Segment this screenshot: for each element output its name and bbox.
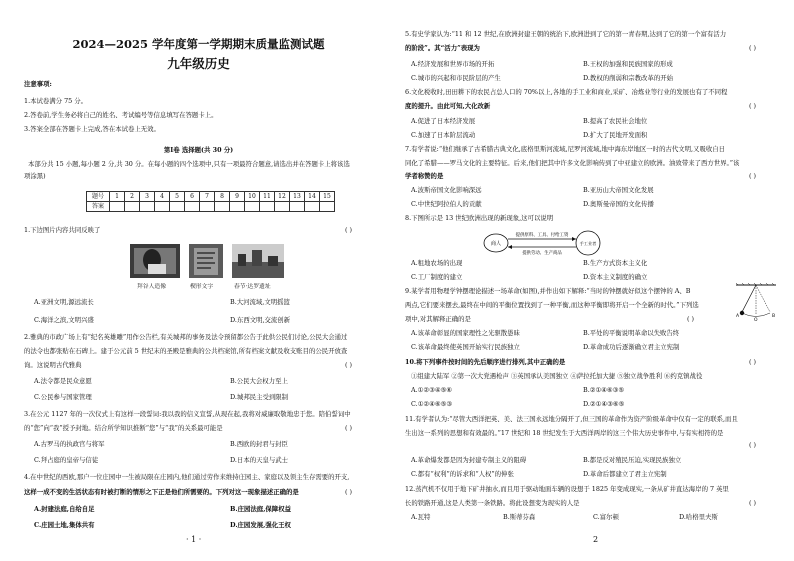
- question-stem: 这样一成不变的生活状态有时被打断的情形之下正是他们所需要的。下列对这一现象描述正确的是: [24, 488, 299, 496]
- option[interactable]: A.革命爆发都是因为封建专制主义的阻碍: [411, 456, 527, 464]
- option[interactable]: D.②①④③⑥⑤: [583, 400, 625, 408]
- page-number: · 1 ·: [186, 535, 202, 544]
- answer-cell[interactable]: [200, 202, 215, 212]
- question-stem: 的阶段”。其“活力”表现为: [405, 44, 480, 52]
- option[interactable]: B.生产方式资本主义化: [583, 259, 648, 267]
- pendulum-diagram: [732, 282, 780, 322]
- ruins-image: [232, 244, 284, 278]
- table-cell: 13: [290, 192, 305, 202]
- cuneiform-image: [189, 244, 223, 278]
- table-cell: 6: [185, 192, 200, 202]
- option[interactable]: C.都有“权利”的诉求和“人权”的伸张: [411, 470, 514, 478]
- image-caption: 春节·达罗遗址: [234, 284, 271, 290]
- note-item: 3.答案全部在答题卡上完成,答在本试卷上无效。: [24, 125, 160, 133]
- table-cell: 11: [260, 192, 275, 202]
- answer-cell[interactable]: [290, 202, 305, 212]
- answer-cell[interactable]: [275, 202, 290, 212]
- question-stem: 9.某学者用物理学钟摆理论描述一场革命(如图),并作出如下解释:“当时的钟摆就好似这个摆钟的 A、B: [405, 287, 691, 295]
- option[interactable]: C.富尔顿: [593, 513, 619, 521]
- pendulum-label-a: A: [736, 314, 740, 319]
- image-caption: 拜谷人造像: [137, 284, 166, 290]
- question-stem: 项中,对其解释正确的是: [405, 315, 471, 323]
- question-stem: 度的提升。由此可知,大化改新: [405, 102, 491, 110]
- option[interactable]: A.促进了日本经济发展: [411, 117, 476, 125]
- table-cell: 2: [125, 192, 140, 202]
- section-intro: 本部分共 15 小题,每小题 2 分,共 30 分。在每小题的四个选项中,只有一项最符合题意,请选出并在答题卡上将该选: [28, 160, 350, 168]
- option[interactable]: D.庄园发展,强化王权: [230, 521, 291, 529]
- answer-cell[interactable]: [110, 202, 125, 212]
- option[interactable]: D.城邦民主受到限制: [230, 393, 289, 401]
- option[interactable]: B.庄园法庭,保障权益: [230, 505, 291, 513]
- question-stem: 2.雅典的市政广场上有“纪名英雄雕”用作公告栏,有关城邦的事务及法令预留都公告于此供公民们讨论,公民大会通过: [24, 333, 348, 341]
- question-stem: 4.在中世纪的西欧,那户一位庄园中一生被局限在庄园内,他们通过劳作来维持庄园主、家庭以及领主生存需要的开支,: [24, 473, 350, 481]
- option[interactable]: D.哈格里夫斯: [679, 513, 718, 521]
- option[interactable]: C.海洋之滨,文明兴盛: [34, 316, 94, 324]
- pendulum-label-b: B: [772, 314, 776, 319]
- table-cell: 9: [230, 192, 245, 202]
- option[interactable]: D.日本的天皇与武士: [230, 456, 289, 464]
- option[interactable]: D.革命后都建立了君主立宪制: [583, 470, 667, 478]
- option[interactable]: C.①②④⑥⑤③: [411, 400, 453, 408]
- answer-cell[interactable]: [185, 202, 200, 212]
- option[interactable]: C.工厂制度的建立: [411, 273, 463, 281]
- option[interactable]: B.王权的加强和民族国家的形成: [583, 60, 673, 68]
- image-caption: 楔形文字: [190, 284, 214, 290]
- answer-paren: ( ): [749, 358, 757, 366]
- question-stem: 10.将下列事件按时间的先后顺序进行排列,其中正确的是: [405, 358, 566, 366]
- table-cell: 8: [215, 192, 230, 202]
- answer-paren: ( ): [749, 44, 757, 52]
- option[interactable]: A.瓦特: [411, 513, 431, 521]
- answer-paren: ( ): [749, 172, 757, 180]
- page-number: 2: [593, 535, 599, 544]
- option[interactable]: D.扩大了民地开发面积: [583, 131, 648, 139]
- table-cell: 题号: [87, 192, 110, 202]
- option[interactable]: B.公民大会权力至上: [230, 377, 288, 385]
- option[interactable]: B.平处的平衡说明革命以失败告终: [583, 329, 680, 337]
- production-diagram: [483, 225, 601, 261]
- question-stem: 12.蒸汽机不仅用于地下矿井抽水,而且用于驱动地面车辆的设想于 1825 年变成现实,一条从矿井直达海岸的 7 英里: [405, 485, 729, 493]
- diagram-node-artisan: 手工业者: [579, 241, 597, 246]
- option[interactable]: A.①②③④⑤⑥: [411, 386, 453, 394]
- answer-paren: ( ): [749, 102, 757, 110]
- option[interactable]: B.西欧的封君与封臣: [230, 440, 288, 448]
- table-row: [87, 202, 335, 212]
- option[interactable]: D.东西文明,交流创新: [230, 316, 291, 324]
- question-stem: 的法令也都张贴在石碑上。建于公元前 5 世纪末的圣殿是雅典的公共档案馆,所有档案文献及收支账目的公民开放查: [24, 347, 348, 355]
- event-list: ①组建大陆军 ②第一次大党遇枪声 ③英国承认美国独立 ④萨拉托加大捷 ⑤独立战争胜利 ⑥约克镇战役: [411, 372, 703, 380]
- answer-cell[interactable]: [260, 202, 275, 212]
- question-stem: 3.在公元 1127 年的一次仪式上有这样一段誓词:我以我的信义宣誓,从现在起,我将对威廉取敬地忠于您。陪伯誓词中: [24, 410, 351, 418]
- question-stem: 询。这说明古代雅典: [24, 361, 82, 369]
- option[interactable]: B.斯蒂芬森: [503, 513, 536, 521]
- option[interactable]: C.加速了日本阶层流动: [411, 131, 476, 139]
- option[interactable]: A.古罗马的执政官与将军: [34, 440, 105, 448]
- exam-subtitle: 九年级历史: [167, 56, 230, 71]
- table-cell: 5: [170, 192, 185, 202]
- answer-cell[interactable]: [155, 202, 170, 212]
- option[interactable]: C.该革命最终使英国开始实行民族独立: [411, 343, 520, 351]
- answer-cell[interactable]: [245, 202, 260, 212]
- option[interactable]: A.经济发展和世界市场的开拓: [411, 60, 495, 68]
- option[interactable]: A.封建法庭,自给自足: [34, 505, 95, 513]
- question-stem: 的“您”向“我”授予封地。结合所学知识推断“您”与“我”的关系最可能是: [24, 424, 223, 432]
- option[interactable]: B.提高了农民社会地位: [583, 117, 648, 125]
- option[interactable]: B.②①④⑥③⑤: [583, 386, 625, 394]
- question-stem: 11.有学者认为:“尽管大西洋把英、美、法三国永远地分隔开了,但三国的革命作为资产阶级革命中仅有一定的联系,而且: [405, 415, 738, 423]
- option[interactable]: C.公民参与国家管理: [34, 393, 92, 401]
- answer-cell[interactable]: [320, 202, 335, 212]
- question-stem: 5.有史学家认为:“11 和 12 世纪,在欧洲封建王朝的统治下,欧洲进到了它的第一青春期,达到了它的第一个富有活力: [405, 30, 727, 38]
- answer-cell[interactable]: [170, 202, 185, 212]
- answer-table: [86, 191, 335, 212]
- question-stem: 学者称赞的是: [405, 172, 444, 180]
- option[interactable]: D.奥斯曼帝国的文化传播: [583, 200, 654, 208]
- option[interactable]: A.亚洲文明,源远流长: [34, 298, 94, 306]
- option[interactable]: A.租地农场的出现: [411, 259, 463, 267]
- question-stem: 6.文化税收时,田田耕下的农民占总人口的 70%以上,各地的手工业和商业,采矿、冶炼业等行业的发展也有了不同程: [405, 88, 728, 96]
- note-item: 2.答卷前,学生务必将自己的姓名、考试编号等信息填写在答题卡上。: [24, 111, 218, 119]
- question-stem: 7.有学者说:“他们继承了古希腊古典文化,底格里斯河流域,尼罗河流域,地中海东岸地区一时的古代文明,又吸收自日: [405, 145, 726, 153]
- right-page: [397, 0, 794, 561]
- option[interactable]: B.都是反对殖民压迫,实现民族独立: [583, 456, 682, 464]
- answer-paren: ( ): [749, 499, 757, 507]
- table-cell: 1: [110, 192, 125, 202]
- question-stem: 两点,它们要来摆去,最终在中间的平衡位置找到了一种平衡,而这种平衡即将开启一个全新的时代。”下列选: [405, 301, 699, 309]
- answer-cell[interactable]: [215, 202, 230, 212]
- option[interactable]: D.革命成功后逐渐确立君主立宪制: [583, 343, 680, 351]
- answer-cell[interactable]: [230, 202, 245, 212]
- answer-paren: ( ): [345, 361, 353, 369]
- question-stem: 1.下边图片内容共同反映了: [24, 226, 101, 234]
- diagram-node-merchant: 商人: [490, 241, 502, 247]
- option[interactable]: D.资本主义制度的确立: [583, 273, 648, 281]
- table-cell: 7: [200, 192, 215, 202]
- table-cell: 3: [140, 192, 155, 202]
- answer-paren: ( ): [687, 315, 695, 323]
- answer-paren: ( ): [345, 488, 353, 496]
- option[interactable]: B.亚历山大帝国文化发展: [583, 186, 654, 194]
- option[interactable]: A.法令都是民众意愿: [34, 377, 92, 385]
- statue-image: [130, 244, 180, 278]
- answer-paren: ( ): [345, 226, 353, 234]
- notes-heading: 注意事项:: [24, 80, 52, 88]
- table-cell: 12: [275, 192, 290, 202]
- option[interactable]: B.大河流域,文明摇篮: [230, 298, 290, 306]
- question-stem: 8.下图所示是 13 世纪欧洲出现的新现象,这可以说明: [405, 214, 554, 222]
- table-cell: 14: [305, 192, 320, 202]
- option[interactable]: A.波斯帝国文化影响深远: [411, 186, 482, 194]
- answer-cell[interactable]: [125, 202, 140, 212]
- exam-title: 2024—2025 学年度第一学期期末质量监测试题: [72, 37, 325, 51]
- option[interactable]: C.拜占庭的皇帝与信徒: [34, 456, 99, 464]
- answer-cell[interactable]: [305, 202, 320, 212]
- option[interactable]: C.城市的兴起和市民阶层的产生: [411, 74, 501, 82]
- answer-paren: ( ): [749, 441, 757, 449]
- diagram-label-bottom: 提供劳动、生产商品: [522, 251, 562, 256]
- section-intro: 项涂黑): [24, 172, 46, 180]
- table-row: [87, 192, 335, 202]
- option[interactable]: D.教权的削弱和宗教改革的开始: [583, 74, 674, 82]
- option[interactable]: C.中世纪阿拉伯人的贡献: [411, 200, 482, 208]
- table-cell: 4: [155, 192, 170, 202]
- table-cell: 答案: [87, 202, 110, 212]
- question-stem: 生出这一系列的思想和有效最的。”17 世纪和 18 世纪发生于大西洋两岸的这三个伟大历史事件中,与有实相符的是: [405, 429, 724, 437]
- question-stem: 长的铁路开通,这是人类第一条铁路。将此设想变为现实的人是: [405, 499, 580, 507]
- answer-paren: ( ): [345, 424, 353, 432]
- table-cell: 15: [320, 192, 335, 202]
- answer-cell[interactable]: [140, 202, 155, 212]
- note-item: 1.本试卷满分 75 分。: [24, 97, 88, 105]
- diagram-label-top: 提供原料、工具、付给工资: [515, 233, 569, 238]
- pendulum-label-o: O: [754, 318, 758, 322]
- option[interactable]: C.庄园土地,集体共有: [34, 521, 95, 529]
- question-stem: 同化了希腊——罗马文化的主要特征。后来,他们把其中许多文化影响传到了中亚建立的欧洲。油致带来了西方世界。”该: [405, 159, 740, 167]
- section-heading: 第Ⅰ卷 选择题(共 30 分): [163, 146, 234, 154]
- option[interactable]: A.该革命彰显的国家理性之光驱散愚昧: [411, 329, 520, 337]
- table-cell: 10: [245, 192, 260, 202]
